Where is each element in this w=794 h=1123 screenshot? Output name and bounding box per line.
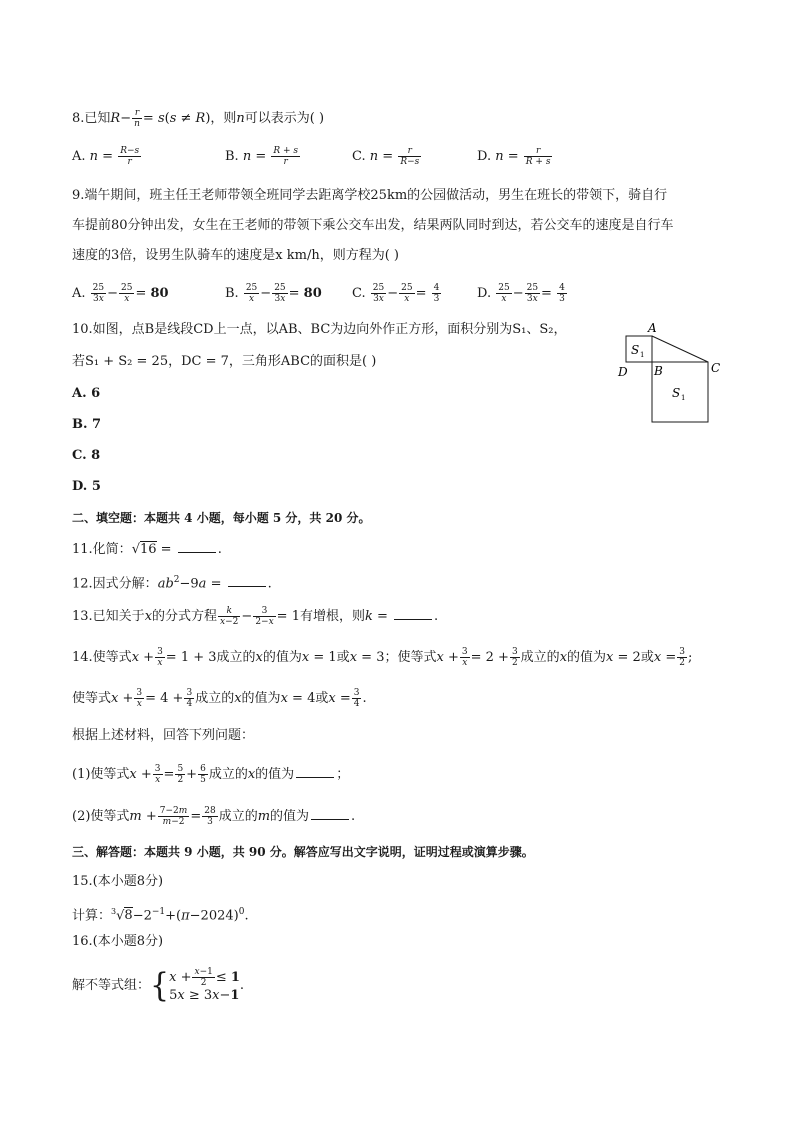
question-13: 13.已知关于x的分式方程 $\frac{k}{x-2}$ − $\frac{3}{2-x}$ = 1有增根，则k = .: [72, 606, 439, 627]
question-8-option-c[interactable]: C. n = $\frac{r}{R-s}$: [352, 146, 420, 167]
question-9-line-2: 车提前80分钟出发，女生在王老师的带领下乘公交车出发，结果两队同时到达，若公交车的速度是自行车: [72, 218, 674, 233]
question-9-option-b[interactable]: B. $\frac{25}{x}$ − $\frac{25}{3x}$ = 80: [225, 283, 322, 304]
figure-label-b: B: [654, 364, 663, 378]
question-8-option-b[interactable]: B. n = $\frac{R + s}{r}$: [225, 146, 299, 167]
question-10-option-c[interactable]: C. 8: [72, 448, 101, 463]
question-10-figure: [616, 318, 728, 430]
question-9-option-a[interactable]: A. $\frac{25}{3x}$ − $\frac{25}{x}$ = 80: [72, 283, 169, 304]
question-15-heading: 15.(本小题8分): [72, 874, 164, 889]
question-10-line-2: 若S₁ + S₂ = 25，DC = 7，三角形ABC的面积是( ): [72, 354, 377, 369]
figure-label-d: D: [618, 365, 628, 379]
question-10-option-a[interactable]: A. 6: [72, 386, 101, 401]
figure-label-s1-bottom-sub: 1: [681, 394, 686, 402]
answer-blank-13[interactable]: [394, 605, 432, 620]
question-10-option-d[interactable]: D. 5: [72, 479, 101, 494]
answer-blank-14-2[interactable]: [311, 805, 349, 820]
question-8-stem: 8.已知R− $\frac{r}{n}$ = s(s ≠ R)，则n可以表示为( ): [72, 108, 325, 129]
figure-label-c: C: [711, 361, 721, 375]
figure-label-s1-bottom: S: [672, 386, 681, 400]
question-9-line-1: 9.端午期间，班主任王老师带领全班同学去距离学校25km的公园做活动，男生在班长的带领下，骑自行: [72, 188, 668, 203]
answer-blank-11[interactable]: [178, 538, 216, 553]
figure-label-s1-top: S: [631, 343, 640, 357]
question-10-option-b[interactable]: B. 7: [72, 417, 102, 432]
question-14-intro: 根据上述材料，回答下列问题：: [72, 728, 255, 743]
question-14-line-1: 14.使等式x + $\frac{3}{x}$ = 1 + 3成立的x的值为x = 1或x = 3；使等式x + $\frac{3}{x}$ = 2 + $\frac{3}{2}$ 成立的x的值为x = 2或x = $\frac{3}{2}$ ;: [72, 647, 693, 668]
section-3-heading: 三、解答题：本题共 9 小题，共 90 分。解答应写出文字说明，证明过程或演算步骤。: [72, 845, 534, 859]
question-8-option-a[interactable]: A. n = $\frac{R-s}{r}$: [72, 146, 140, 167]
question-14-part-1: (1)使等式x + $\frac{3}{x}$ = $\frac{5}{2}$ + $\frac{6}{5}$ 成立的x的值为 ；: [72, 764, 350, 785]
section-2-heading: 二、填空题：本题共 4 小题，每小题 5 分，共 20 分。: [72, 511, 371, 525]
question-15-body: 计算：$^3√8-2^{-1}+(\pi-2024)^0$.: [72, 907, 249, 924]
question-14-line-2: 使等式x + $\frac{3}{x}$ = 4 + $\frac{3}{4}$ 成立的x的值为x = 4或x = $\frac{3}{4}$ .: [72, 688, 367, 709]
question-16-heading: 16.(本小题8分): [72, 934, 164, 949]
question-16-body: 解不等式组：{ x + $\frac{x-1}{2}$ ≤ 1 5x ≥ 3x−1 .: [72, 965, 245, 1005]
question-9-option-d[interactable]: D. $\frac{25}{x}$ − $\frac{25}{3x}$ = $\frac{4}{3}$: [477, 283, 565, 304]
question-8-option-d[interactable]: D. n = $\frac{r}{R + s}$: [477, 146, 551, 167]
question-10-line-1: 10.如图，点B是线段CD上一点，以AB、BC为边向外作正方形，面积分别为S₁、S₂，: [72, 322, 567, 337]
question-11: 11.化简：√16 = .: [72, 538, 222, 560]
answer-blank-12[interactable]: [228, 572, 266, 587]
question-9-option-c[interactable]: C. $\frac{25}{3x}$ − $\frac{25}{x}$ = $\frac{4}{3}$: [352, 283, 440, 304]
figure-label-a: A: [648, 321, 657, 335]
question-14-part-2: (2)使等式m + $\frac{7-2m}{m-2}$ = $\frac{28}{3}$ 成立的m的值为 .: [72, 806, 356, 827]
question-9-line-3: 速度的3倍，设男生队骑车的速度是x km/h，则方程为( ): [72, 248, 399, 263]
answer-blank-14-1[interactable]: [296, 763, 334, 778]
figure-label-s1-top-sub: 1: [640, 351, 645, 359]
figure-segment-ac: [652, 336, 708, 362]
question-12: 12.因式分解：$ab^2-9a$ = .: [72, 570, 272, 594]
